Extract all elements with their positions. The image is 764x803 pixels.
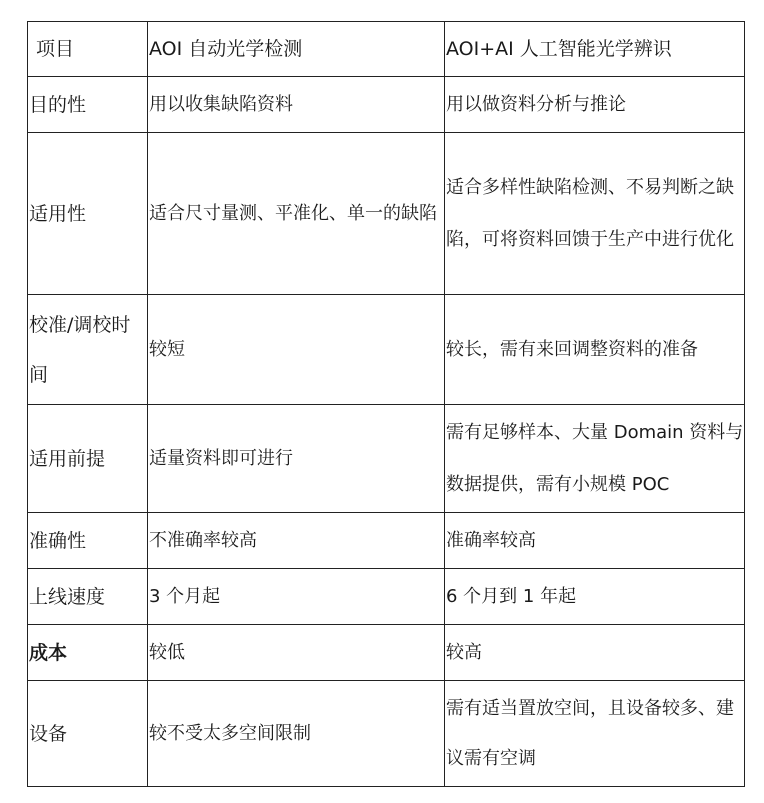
table-row-calibration-time: [28, 295, 745, 405]
row-label: 准确性: [28, 513, 148, 569]
cell-aoi: 适合尺寸量测、平准化、单一的缺陷: [148, 133, 445, 295]
cell-aoi-ai: 较高: [445, 625, 745, 681]
row-label: 目的性: [28, 77, 148, 133]
cell-aoi: 较短: [148, 295, 445, 405]
header-cell-aoi: AOI 自动光学检测: [148, 22, 445, 77]
table-row-purpose: [28, 77, 745, 133]
cell-aoi: 较不受太多空间限制: [148, 681, 445, 787]
row-label: 校准/调校时间: [28, 295, 148, 405]
row-label: 适用前提: [28, 405, 148, 513]
cell-aoi-ai: 准确率较高: [445, 513, 745, 569]
header-cell-item: 项目: [28, 22, 148, 77]
cell-aoi-ai: 6 个月到 1 年起: [445, 569, 745, 625]
cell-aoi: 3 个月起: [148, 569, 445, 625]
table-row-launch-speed: [28, 569, 745, 625]
cell-aoi: 适量资料即可进行: [148, 405, 445, 513]
cell-aoi-ai: 适合多样性缺陷检测、不易判断之缺陷，可将资料回馈于生产中进行优化: [445, 133, 745, 295]
cell-aoi-ai: 需有适当置放空间，且设备较多、建议需有空调: [445, 681, 745, 787]
table-row-cost: [28, 625, 745, 681]
cell-aoi-ai: 用以做资料分析与推论: [445, 77, 745, 133]
row-label: 成本: [28, 625, 148, 681]
cell-aoi-ai: 较长，需有来回调整资料的准备: [445, 295, 745, 405]
row-label: 上线速度: [28, 569, 148, 625]
row-label: 设备: [28, 681, 148, 787]
cell-aoi: 用以收集缺陷资料: [148, 77, 445, 133]
cell-aoi-ai: 需有足够样本、大量 Domain 资料与数据提供，需有小规模 POC: [445, 405, 745, 513]
table-row-applicability: [28, 133, 745, 295]
table-row-accuracy: [28, 513, 745, 569]
cell-aoi: 较低: [148, 625, 445, 681]
comparison-table: [27, 21, 745, 787]
header-cell-aoi-ai: AOI+AI 人工智能光学辨识: [445, 22, 745, 77]
row-label: 适用性: [28, 133, 148, 295]
table-row-prerequisite: [28, 405, 745, 513]
cell-aoi: 不准确率较高: [148, 513, 445, 569]
table-row-equipment: [28, 681, 745, 787]
table-header-row: [28, 22, 745, 77]
